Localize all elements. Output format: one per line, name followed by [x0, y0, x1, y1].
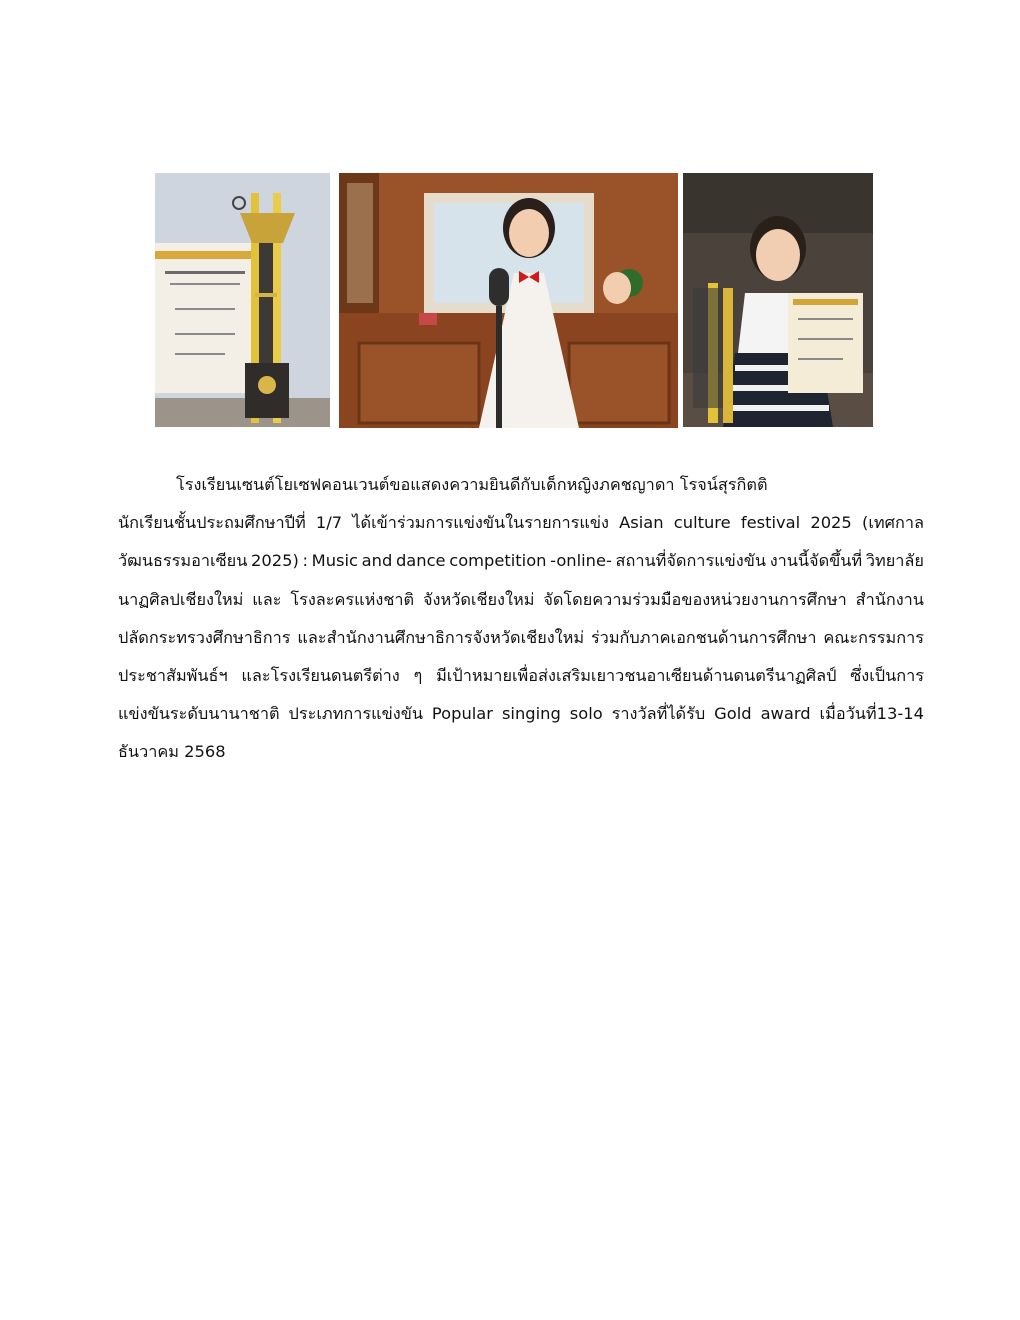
article-word: ประเภทการแข่งขัน — [288, 704, 423, 724]
girl-with-certificate-photo — [683, 173, 873, 427]
article-word: รางวัลที่ได้รับ — [611, 704, 706, 724]
article-word: คณะกรรมการ — [823, 627, 924, 647]
article-word: ร่วมกับภาคเอกชนด้านการศึกษา — [590, 627, 817, 647]
article-word: Popular — [431, 704, 493, 724]
article-word: ๆ — [413, 665, 423, 685]
article-word: สถานที่จัดการแข่งขัน — [615, 551, 767, 571]
article-line: ธันวาคม 2568 — [118, 742, 226, 762]
article-word: 2025 — [810, 513, 852, 533]
article-word: singing — [501, 704, 561, 724]
article-word: Music — [311, 551, 358, 571]
article-word: ปลัดกระทรวงศึกษาธิการ — [118, 627, 291, 647]
article-word: งานนี้จัดขึ้นที่ — [769, 551, 863, 571]
article-line — [118, 657, 924, 695]
article-word: 2025) — [251, 551, 299, 571]
article-line — [118, 619, 924, 657]
article-word: Asian — [619, 513, 664, 533]
article-line — [118, 581, 924, 619]
article-line — [118, 504, 924, 542]
article-word: and — [361, 551, 393, 571]
article-word: Gold — [714, 704, 752, 724]
article-line — [118, 542, 924, 580]
article-word: โรงละครแห่งชาติ — [290, 589, 415, 609]
article-word: dance — [395, 551, 446, 571]
article-word: festival — [740, 513, 801, 533]
article-word: ได้เข้าร่วมการแข่งขันในรายการแข่ง — [352, 513, 609, 533]
article-word: ซึ่งเป็นการ — [850, 665, 924, 685]
singing-girl-photo-illustration — [339, 173, 678, 428]
article-word: แข่งขันระดับนานาชาติ — [118, 704, 280, 724]
singing-girl-photo — [339, 173, 678, 428]
girl-with-certificate-photo-illustration — [683, 173, 873, 427]
article-line — [118, 695, 924, 733]
article-word: จัดโดยความร่วมมือของหน่วยงานการศึกษา — [543, 589, 847, 609]
article-word: (เทศกาล — [861, 513, 924, 533]
article-word: เมื่อวันที่13-14 — [819, 704, 924, 724]
trophy-photo-illustration — [155, 173, 330, 427]
article-word: สำนักงาน — [855, 589, 924, 609]
article-word: นักเรียนชั้นประถมศึกษาปีที่ — [118, 513, 306, 533]
article-word: award — [760, 704, 811, 724]
article-word: -online- — [550, 551, 612, 571]
article-word: competition — [449, 551, 547, 571]
article-body — [118, 466, 924, 772]
article-word: และสำนักงานศึกษาธิการจังหวัดเชียงใหม่ — [297, 627, 585, 647]
article-word: ประชาสัมพันธ์ฯ — [118, 665, 228, 685]
trophy-photo — [155, 173, 330, 427]
article-word: culture — [673, 513, 731, 533]
article-word: วิทยาลัย — [865, 551, 924, 571]
article-word: นาฏศิลปเชียงใหม่ — [118, 589, 244, 609]
article-word: และ — [252, 589, 282, 609]
article-word: : — [302, 551, 308, 571]
article-word: และโรงเรียนดนตรีต่าง — [241, 665, 400, 685]
article-word: วัฒนธรรมอาเซียน — [118, 551, 248, 571]
article-word: solo — [569, 704, 603, 724]
article-word: มีเป้าหมายเพื่อส่งเสริมเยาวชนอาเซียนด้านดนตรีนาฏศิลป์ — [436, 665, 837, 685]
article-word: 1/7 — [315, 513, 343, 533]
article-word: จังหวัดเชียงใหม่ — [422, 589, 535, 609]
article-line: โรงเรียนเซนต์โยเซฟคอนเวนต์ขอแสดงความยินดีกับเด็กหญิงภคชญาดา โรจน์สุรกิตติ — [176, 475, 768, 494]
